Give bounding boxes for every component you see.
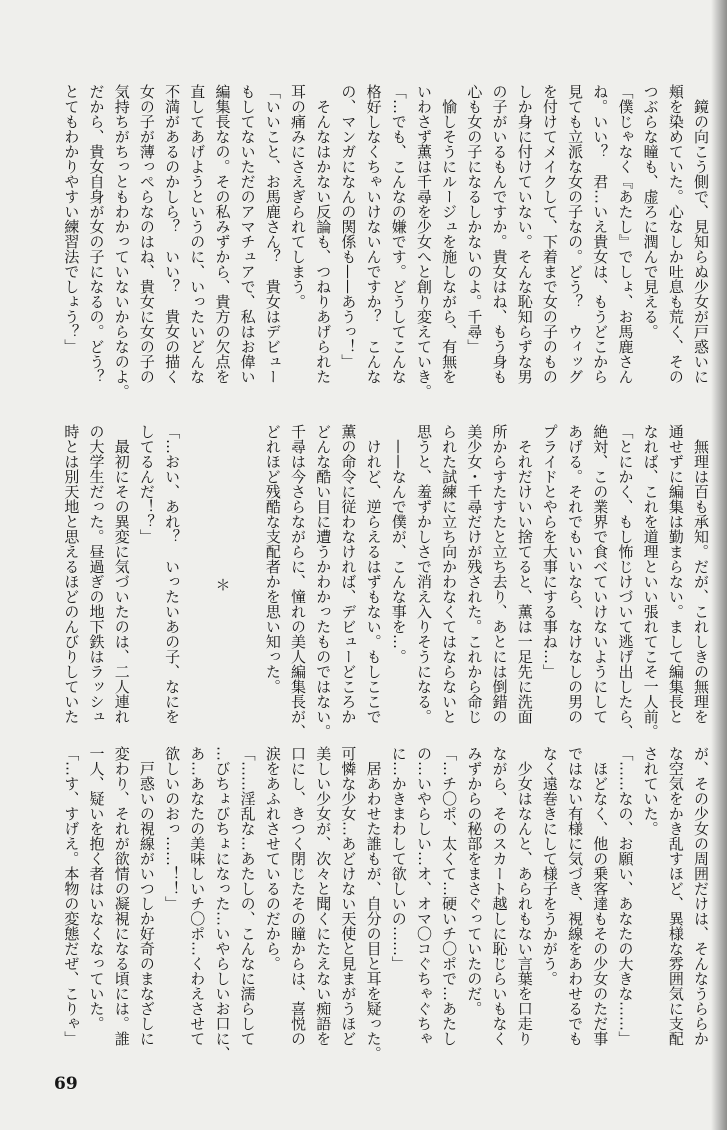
text-line: 「…おい、あれ？ いったいあの子、なにを <box>163 424 182 724</box>
text-line: 「僕じゃなく『あたし』でしょ、お馬鹿さん <box>616 84 635 384</box>
text-line: られた試練に立ち向かわなくてはならないと <box>440 424 459 724</box>
text-line: どんな酷い目に遭うかわかったものではない。 <box>314 424 333 739</box>
text-line: ではない有様に気づき、視線をあわせるでも <box>566 746 585 1046</box>
text-line: の、マンガになんの関係も——あうっ！」 <box>339 84 358 369</box>
text-line: それだけいい捨てると、薫は一足先に洗面 <box>515 424 534 724</box>
text-line: の大学生だった。昼過ぎの地下鉄はラッシュ <box>87 424 106 724</box>
text-line: 編集長なの。その私みずから、貴方の欠点を <box>213 84 232 384</box>
text-line <box>184 424 209 744</box>
text-line: …びちょびちょになった…いやらしいお口に、 <box>213 746 232 1061</box>
text-line: 見ても立派な女の子なの。どう？ ウィッグ <box>566 84 585 384</box>
text-line: 鏡の向こう側で、見知らぬ少女が戸惑いに <box>692 84 710 384</box>
text-line: 気持ちがちっともわかっていないからなのよ。 <box>112 84 131 399</box>
text-line: ながら、そのスカート越しに恥じらいもなく <box>490 746 509 1046</box>
text-line: 女の子が薄っぺらなのはね、貴女に女の子の <box>137 84 156 384</box>
text-line: 「…す、すげえ。本物の変態だぜ、こりゃ」 <box>62 746 81 1046</box>
text-line: なく遠巻きにして様子をうかがう。 <box>540 746 559 986</box>
text-line: 思うと、羞ずかしさで消え入りそうになる。 <box>414 424 433 724</box>
text-line: どれほど残酷な支配者かを思い知った。 <box>263 424 282 694</box>
text-line: 一人、疑いを抱く者はいなくなっていた。 <box>87 746 106 1031</box>
text-line: してるんだ！？」 <box>137 424 156 544</box>
text-line: プライドとやらを大事にする事ね…」 <box>540 424 559 679</box>
text-line: ——なんで僕が、こんな事を…。 <box>389 424 408 664</box>
text-line: 薫の命令に従わなければ、デビューどころか <box>339 424 358 724</box>
text-line: 直してあげようというのに、いったいどんな <box>188 84 207 384</box>
text-line: なれば、これを道理といい張れてこそ一人前。 <box>641 424 660 739</box>
text-line: を付けてメイクして、下着まで女の子のもの <box>540 84 559 384</box>
text-line: に…かきまわして欲しいの……」 <box>389 746 408 971</box>
section-break: ＊ <box>213 576 232 592</box>
text-line: 頬を染めていた。心なしか吐息も荒く、その <box>666 84 685 384</box>
text-line: 「…でも、こんなの嫌です。どうしてこんな <box>389 84 408 384</box>
text-line: けれど、逆らえるはずもない。もしここで <box>364 424 383 724</box>
text-line: 耳の痛みにさえぎられてしまう。 <box>289 84 307 309</box>
text-line: しか身に付けていない。そんな恥知らずな男 <box>515 84 534 384</box>
text-line: とてもわかりやすい練習法でしょう？」 <box>62 84 81 354</box>
text-line: 口にし、きつく閉じたその瞳からは、喜悦の <box>289 746 307 1046</box>
text-line: が、その少女の周囲だけは、そんなうららか <box>692 746 710 1046</box>
text-line: 愉しそうにルージュを施しながら、有無を <box>440 84 459 384</box>
text-line: つぶらな瞳も、虚ろに潤んで見える。 <box>641 84 660 339</box>
text-line: 「…チ〇ポ、太くて…硬いチ〇ポで…あたし <box>440 746 459 1046</box>
text-line: の子がいるもんですか。貴女はね、もう身も <box>490 84 509 384</box>
text-line: もしてないただのアマチュアで、私はお偉い <box>238 84 257 384</box>
text-line: いわさず薫は千尋を少女へと創り変えていき。 <box>414 84 433 399</box>
text-line: 可憐な少女…あどけない天使と見まがうほど <box>339 746 358 1046</box>
text-line: 「いいこと、お馬鹿さん？ 貴女はデビュー <box>263 84 282 384</box>
text-line: そんなはかない反論も、つねりあげられた <box>314 84 333 384</box>
text-line: ほどなく、他の乗客達もその少女のただ事 <box>591 746 610 1046</box>
text-line: 美しい少女が、次々と聞くにたえない痴語を <box>314 746 333 1046</box>
text-line: 美少女・千尋だけが残された。これから命じ <box>465 424 484 724</box>
text-line: 少女はなんと、あられもない言葉を口走り <box>515 746 534 1046</box>
text-line: 変わり、それが欲情の凝視になる頃には。誰 <box>112 746 131 1046</box>
text-line: みずからの秘部をまさぐっていたのだ。 <box>465 746 484 1016</box>
text-block-top <box>57 84 713 404</box>
text-line: されていた。 <box>641 746 660 836</box>
text-block-middle <box>57 424 713 744</box>
text-line: 欲しいのおっ……！！」 <box>163 746 182 911</box>
text-line: 戸惑いの視線がいつしか好奇のまなざしに <box>137 746 156 1046</box>
text-line: 最初にその異変に気づいたのは、二人連れ <box>112 424 131 724</box>
text-line: 「とにかく、もし怖じけづいて逃げ出したら、 <box>616 424 635 739</box>
text-line: ね。いい？ 君…いえ貴女は、もうどこから <box>591 84 610 384</box>
text-line <box>234 424 259 744</box>
text-line: 不満があるのかしら？ いい？ 貴女の描く <box>163 84 182 384</box>
scan-binding-shadow <box>711 0 727 1130</box>
text-line: だから、貴女自身が女の子になるの。どう？ <box>87 84 106 384</box>
page-number: 69 <box>54 1074 78 1094</box>
text-line: あげる。それでもいいなら、なけなしの男の <box>566 424 585 724</box>
text-block-bottom <box>57 746 713 1066</box>
text-line: の…いやらしい…オ、オマ〇コぐちゃぐちゃ <box>414 746 433 1046</box>
text-line: 所からすたすたと立ち去り、あとには倒錯の <box>490 424 509 724</box>
text-line: な空気をかき乱すほど、異様な雰囲気に支配 <box>666 746 685 1046</box>
text-line: 「……なの、お願い、あなたの大きな……」 <box>616 746 635 1046</box>
text-line: あ…あなたの美味しいチ〇ポ…くわえさせて <box>188 746 207 1046</box>
text-line: 格好しなくちゃいけないんですか？ こんな <box>364 84 383 384</box>
text-line: 絶対、この業界で食べていけないようにして <box>591 424 610 724</box>
text-line: 千尋は今さらながらに、憧れの美人編集長が、 <box>289 424 307 739</box>
text-line: 無理は百も承知。だが、これしきの無理を <box>692 424 710 724</box>
text-line: 居あわせた誰もが、自分の目と耳を疑った。 <box>364 746 383 1061</box>
text-line: 時とは別天地と思えるほどのんびりしていた <box>62 424 81 724</box>
text-line: 涙をあふれさせているのだから。 <box>263 746 282 971</box>
text-line: 心も女の子になるしかないのよ。千尋」 <box>465 84 484 354</box>
text-line: 「……淫乱な…あたしの、こんなに濡らして <box>238 746 257 1046</box>
text-line: 通せずに編集は勤まらない。まして編集長と <box>666 424 685 724</box>
